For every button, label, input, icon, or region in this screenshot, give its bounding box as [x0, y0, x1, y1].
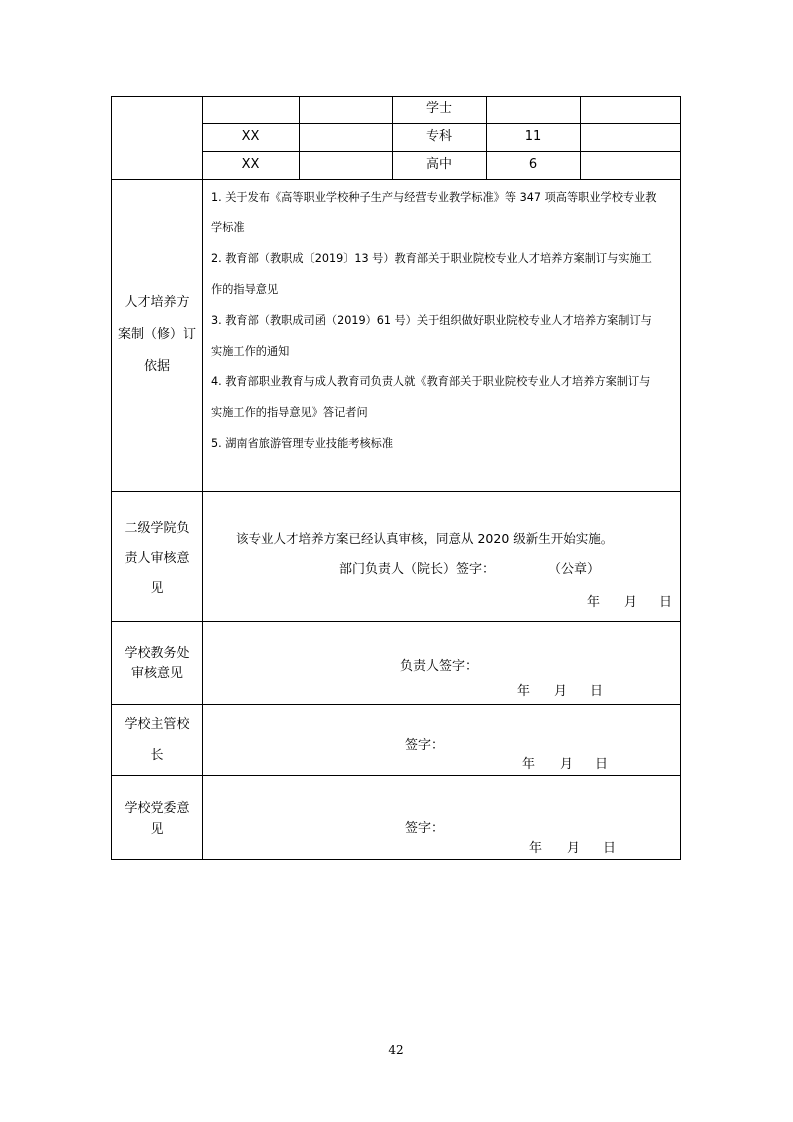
date-day: 日	[603, 841, 617, 856]
row-label: 责人审核意	[124, 551, 190, 566]
date-month: 月	[560, 757, 574, 772]
seal-label: （公章）	[548, 562, 601, 577]
basis-text-line: 3. 教育部（教职成司函（2019）61 号）关于组织做好职业院校专业人才培养方案制订与	[211, 314, 652, 327]
basis-text-line: 5. 湖南省旅游管理专业技能考核标准	[211, 437, 394, 450]
table-border-right	[680, 96, 681, 860]
row-label: 案制（修）订	[117, 327, 196, 342]
table-cell: XX	[241, 157, 260, 172]
date-year: 年	[529, 841, 543, 856]
row-label: 学校教务处	[124, 646, 190, 661]
table-cell: 学士	[425, 101, 452, 116]
table-cell: XX	[241, 129, 260, 144]
row-label: 学校主管校	[124, 717, 190, 732]
signer-label: 负责人签字：	[400, 659, 479, 674]
row-divider	[111, 621, 681, 622]
column-divider	[299, 96, 300, 180]
table-cell: 高中	[425, 157, 452, 172]
basis-text-line: 实施工作的通知	[211, 345, 290, 358]
table-border-bottom	[111, 859, 681, 860]
row-divider	[111, 179, 681, 180]
page-number: 42	[388, 1043, 404, 1057]
date-month: 月	[567, 841, 581, 856]
signer-label: 签字：	[405, 821, 445, 836]
signer-label: 部门负责人（院长）签字：	[339, 562, 496, 577]
date-year: 年	[522, 757, 536, 772]
basis-text-line: 学标准	[211, 221, 245, 234]
row-divider	[202, 123, 681, 124]
table-cell: 专科	[425, 129, 452, 144]
row-label: 审核意见	[130, 666, 183, 681]
date-month: 月	[624, 595, 638, 610]
basis-text-line: 4. 教育部职业教育与成人教育司负责人就《教育部关于职业院校专业人才培养方案制订与	[211, 375, 651, 388]
basis-text-line: 实施工作的指导意见》答记者问	[211, 406, 368, 419]
date-day: 日	[659, 595, 673, 610]
table-cell: 11	[524, 129, 542, 144]
basis-text-line: 2. 教育部（教职成〔2019〕13 号）教育部关于职业院校专业人才培养方案制订与实施工	[211, 252, 652, 265]
row-label: 依据	[143, 359, 170, 374]
row-divider	[111, 491, 681, 492]
date-day: 日	[595, 757, 609, 772]
row-label: 二级学院负	[124, 521, 190, 536]
row-label: 人才培养方	[124, 295, 190, 310]
row-label: 见	[150, 581, 164, 596]
basis-text-line: 1. 关于发布《高等职业学校种子生产与经营专业教学标准》等 347 项高等职业学校专业教	[211, 191, 657, 204]
signer-label: 签字：	[405, 738, 445, 753]
table-border-left	[111, 96, 112, 860]
table-cell: 6	[528, 157, 538, 172]
date-month: 月	[554, 684, 568, 699]
table-border-top	[111, 96, 681, 97]
date-day: 日	[590, 684, 604, 699]
row-divider	[111, 775, 681, 776]
row-divider	[111, 704, 681, 705]
basis-text-line: 作的指导意见	[211, 283, 279, 296]
row-label: 长	[150, 748, 164, 763]
date-year: 年	[517, 684, 531, 699]
column-divider	[580, 96, 581, 180]
review-statement: 该专业人才培养方案已经认真审核，同意从 2020 级新生开始实施。	[236, 531, 614, 546]
row-label: 学校党委意	[124, 801, 190, 816]
label-column-divider	[202, 96, 203, 860]
row-divider	[202, 151, 681, 152]
date-year: 年	[587, 595, 601, 610]
row-label: 见	[150, 822, 164, 837]
